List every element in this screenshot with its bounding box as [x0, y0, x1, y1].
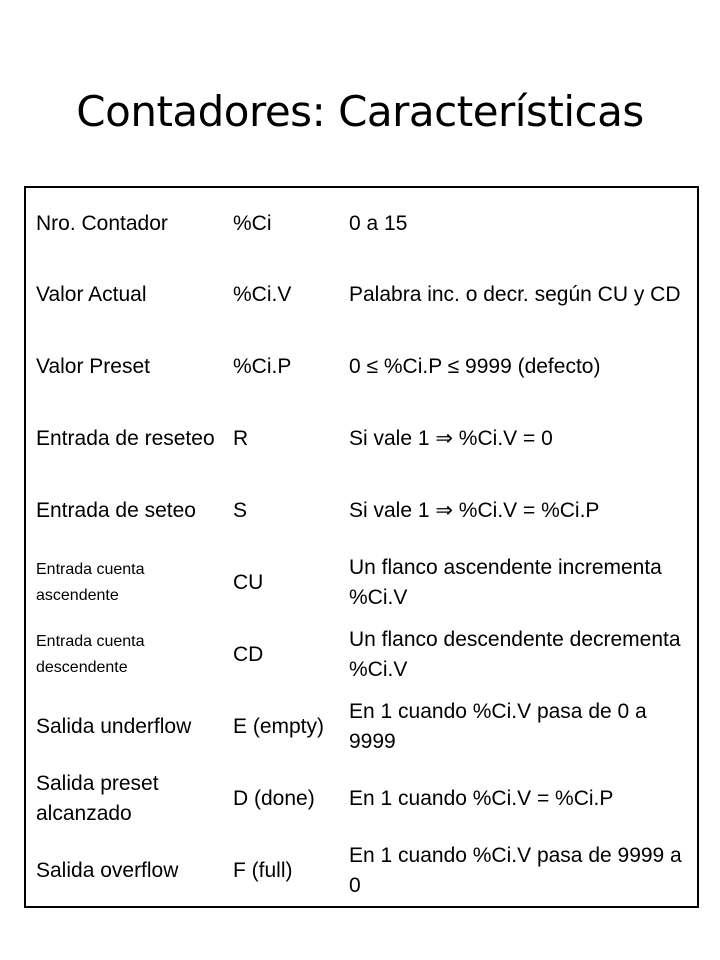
row-symbol: %Ci — [233, 211, 272, 235]
row-description: En 1 cuando %Ci.V pasa de 9999 a 0 — [349, 843, 682, 897]
row-name: Entrada cuenta ascendente — [36, 561, 145, 604]
row-description: Un flanco descendente decrementa %Ci.V — [349, 628, 681, 681]
table-row — [25, 259, 698, 331]
table-row — [25, 691, 698, 763]
row-name: Entrada de reseteo — [36, 427, 215, 450]
row-description: Palabra inc. o decr. según CU y CD — [349, 283, 681, 306]
row-description: 0 ≤ %Ci.P ≤ 9999 (defecto) — [349, 355, 601, 378]
row-name: Nro. Contador — [36, 211, 168, 235]
row-symbol: F (full) — [233, 858, 293, 882]
table-row — [25, 835, 698, 907]
row-name: Entrada de seteo — [36, 499, 196, 522]
row-symbol: %Ci.P — [233, 355, 292, 378]
row-symbol: S — [233, 499, 248, 522]
row-symbol: CD — [233, 643, 264, 666]
row-name: Salida preset alcanzado — [36, 772, 159, 825]
row-name: Valor Actual — [36, 283, 147, 306]
page-title: Contadores: Características — [76, 87, 644, 136]
row-description: Si vale 1 ⇒ %Ci.V = 0 — [349, 427, 553, 450]
table-row — [25, 331, 698, 403]
row-symbol: CU — [233, 571, 264, 594]
table-row — [25, 187, 698, 259]
row-description: En 1 cuando %Ci.V pasa de 0 a 9999 — [349, 700, 647, 753]
row-symbol: %Ci.V — [233, 283, 292, 306]
row-description: Si vale 1 ⇒ %Ci.V = %Ci.P — [349, 499, 600, 522]
row-name: Valor Preset — [36, 355, 150, 378]
table-row — [25, 763, 698, 835]
row-description: En 1 cuando %Ci.V = %Ci.P — [349, 787, 614, 810]
row-symbol: D (done) — [233, 787, 315, 810]
table-row — [25, 619, 698, 691]
row-symbol: E (empty) — [233, 715, 325, 738]
row-description: 0 a 15 — [349, 211, 408, 235]
row-symbol: R — [233, 427, 249, 450]
row-name: Salida overflow — [36, 858, 179, 882]
table-row — [25, 403, 698, 475]
row-description: Un flanco ascendente incrementa %Ci.V — [349, 556, 662, 609]
table-row — [25, 475, 698, 547]
row-name: Salida underflow — [36, 715, 192, 738]
row-name: Entrada cuenta descendente — [36, 633, 145, 676]
table-row — [25, 547, 698, 619]
counter-characteristics-table — [24, 186, 699, 908]
